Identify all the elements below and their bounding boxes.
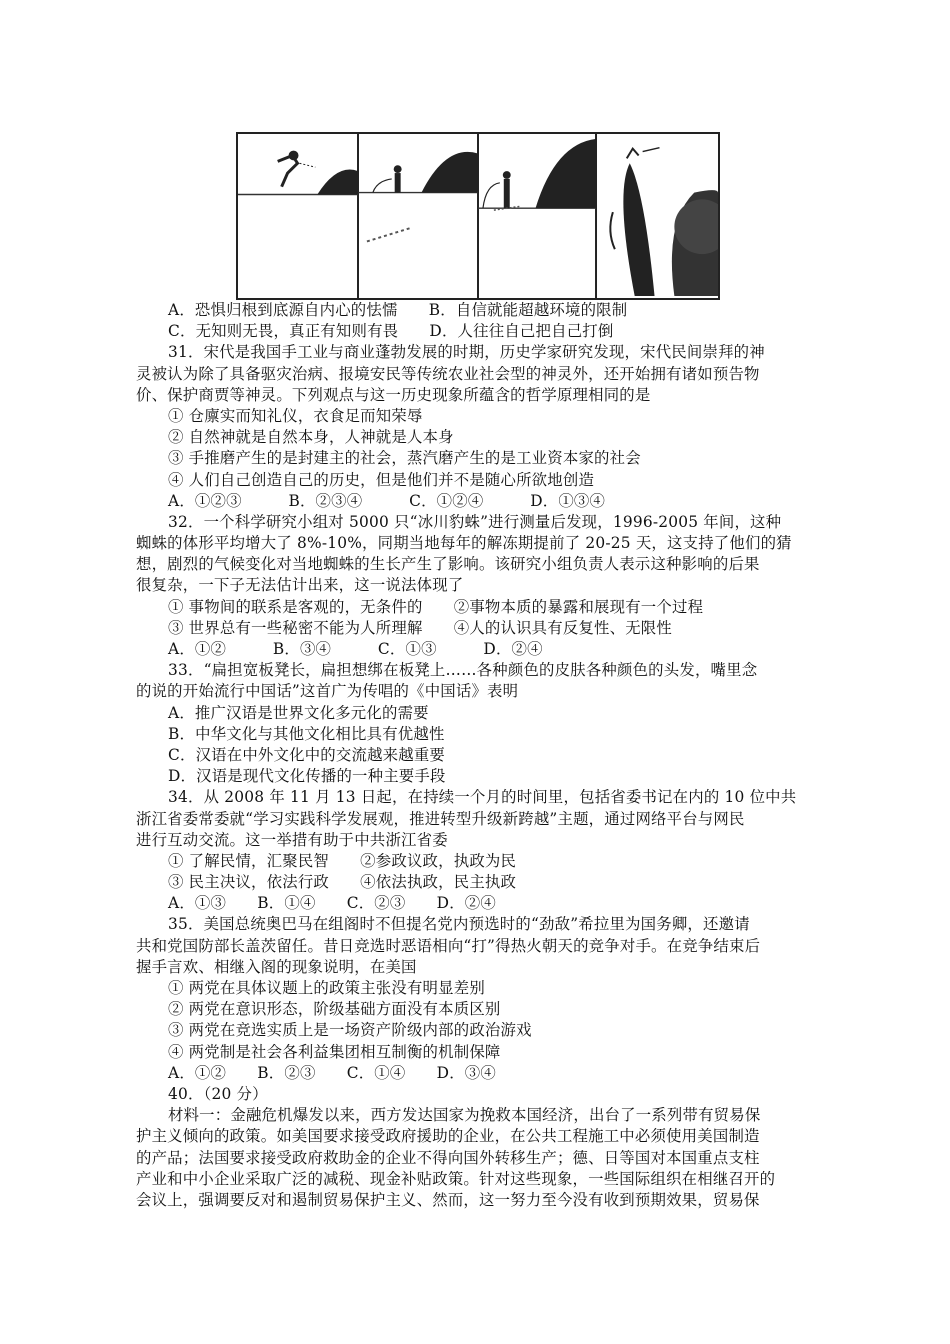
- q35-item-1: ① 两党在具体议题上的政策主张没有明显差别: [168, 979, 485, 997]
- q31-item-2: ② 自然神就是自然本身，人神就是人本身: [168, 428, 454, 447]
- q32-item-2: ③ 世界总有一些秘密不能为人所理解 ④人的认识具有反复性、无限性: [168, 618, 672, 637]
- question-text-block: [136, 300, 816, 1211]
- q32-options: A．①② B．③④ C．①③ D．②④: [168, 640, 543, 658]
- q34-stem-line1: 34．从 2008 年 11 月 13 日起，在持续一个月的时间里，包括省委书记在内的 10 位中共: [168, 788, 797, 807]
- q33-stem-line2: 的说的开始流行中国话”这首广为传唱的《中国话》表明: [136, 682, 519, 701]
- q33-option-a: A．推广汉语是世界文化多元化的需要: [168, 703, 429, 722]
- q33-stem-line1: 33．“扁担宽板凳长，扁担想绑在板凳上……各种颜色的皮肤各种颜色的头发，嘴里念: [168, 661, 758, 680]
- q40-title: 40．（20 分）: [168, 1084, 268, 1103]
- q35-item-2: ② 两党在意识形态，阶级基础方面没有本质区别: [168, 1000, 501, 1019]
- q31-stem-line3: 价、保护商贾等神灵。下列观点与这一历史现象所蕴含的哲学原理相同的是: [136, 385, 651, 404]
- q33-option-c: C．汉语在中外文化中的交流越来越重要: [168, 745, 446, 764]
- q31-stem-line2: 灵被认为除了具备驱灾治病、报境安民等传统农业社会型的神灵外，还开始拥有诸如预告物: [136, 364, 760, 383]
- q34-item-1: ① 了解民情，汇聚民智 ②参政议政，执政为民: [168, 851, 517, 870]
- q32-stem-line4: 很复杂，一下子无法估计出来，这一说法体现了: [136, 576, 464, 595]
- q31-stem-line1: 31．宋代是我国手工业与商业蓬勃发展的时期，历史学家研究发现，宋代民间崇拜的神: [168, 343, 765, 362]
- q31-item-1: ① 仓廪实而知礼仪，衣食足而知荣辱: [168, 406, 423, 425]
- q35-stem-line1: 35．美国总统奥巴马在组阁时不但提名党内预选时的“劲敌”希拉里为国务卿，还邀请: [168, 915, 750, 934]
- q35-item-4: ④ 两党制是社会各利益集团相互制衡的机制保障: [168, 1042, 501, 1061]
- four-panel-cartoon: [236, 132, 720, 300]
- q31-item-3: ③ 手推磨产生的是封建主的社会，蒸汽磨产生的是工业资本家的社会: [168, 449, 641, 468]
- q35-item-3: ③ 两党在竞选实质上是一场资产阶级内部的政治游戏: [168, 1021, 532, 1040]
- q31-item-4: ④ 人们自己创造自己的历史，但是他们并不是随心所欲地创造: [168, 470, 595, 489]
- q40-material-line4: 产业和中小企业采取广泛的减税、现金补贴政策。针对这些现象，一些国际组织在相继召开的: [136, 1169, 776, 1188]
- q34-stem-line3: 进行互动交流。这一举措有助于中共浙江省委: [136, 830, 448, 849]
- q40-material-line3: 的产品；法国要求接受政府救助金的企业不得向国外转移生产；德、日等国对本国重点支柱: [136, 1148, 760, 1167]
- q33-option-d: D．汉语是现代文化传播的一种主要手段: [168, 767, 446, 786]
- q35-stem-line2: 共和党国防部长盖茨留任。昔日竞选时恶语相向“打”得热火朝天的竞争对手。在竞争结束后: [136, 936, 761, 955]
- q32-stem-line1: 32．一个科学研究小组对 5000 只“冰川豹蛛”进行测量后发现，1996-2005 年间，这种: [168, 512, 782, 531]
- q32-stem-line2: 蜘蛛的体形平均增大了 8%-10%，同期当地每年的解冻期提前了 20-25 天，这支持了他们的猜: [136, 534, 792, 553]
- q34-item-2: ③ 民主决议，依法行政 ④依法执政，民主执政: [168, 873, 517, 892]
- q30-options-row2: C．无知则无畏，真正有知则有畏 D．人往往自己把自己打倒: [168, 322, 614, 341]
- q33-option-b: B．中华文化与其他文化相比具有优越性: [168, 724, 445, 743]
- q30-options-row1: A．恐惧归根到底源自内心的怯懦 B．自信就能超越环境的限制: [168, 301, 628, 319]
- q31-options: A．①②③ B．②③④ C．①②④ D．①③④: [168, 491, 606, 510]
- q40-material-line5: 会议上，强调要反对和遏制贸易保护主义、然而，这一努力至今没有收到预期效果，贸易保: [136, 1190, 760, 1209]
- q40-material-line1: 材料一：金融危机爆发以来，西方发达国家为挽救本国经济，出台了一系列带有贸易保: [168, 1106, 761, 1125]
- q34-options: A．①③ B．①④ C．②③ D．②④: [168, 894, 496, 913]
- cartoon-drawing: [238, 134, 718, 298]
- q34-stem-line2: 浙江省委常委就“学习实践科学发展观，推进转型升级新跨越”主题，通过网络平台与网民: [136, 809, 745, 828]
- q35-options: A．①② B．②③ C．①④ D．③④: [168, 1063, 496, 1082]
- q35-stem-line3: 握手言欢、相继入阁的现象说明，在美国: [136, 957, 417, 976]
- q40-material-line2: 护主义倾向的政策。如美国要求接受政府援助的企业，在公共工程施工中必须使用美国制造: [136, 1127, 760, 1146]
- q32-stem-line3: 想，剧烈的气候变化对当地蜘蛛的生长产生了影响。该研究小组负责人表示这种影响的后果: [136, 555, 760, 574]
- q32-item-1: ① 事物间的联系是客观的，无条件的 ②事物本质的暴露和展现有一个过程: [168, 597, 704, 616]
